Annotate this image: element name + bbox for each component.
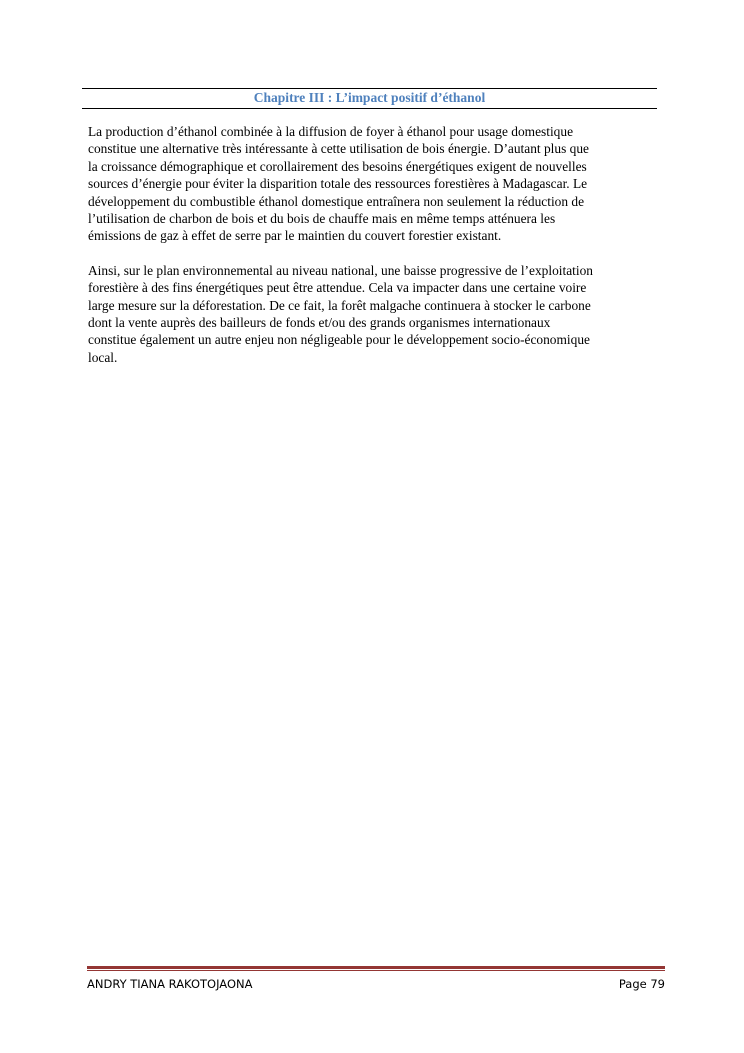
- text-line: La production d’éthanol combinée à la diffusion de foyer à éthanol pour usage domestique: [88, 124, 574, 139]
- paragraph-2: [88, 262, 658, 366]
- text-line: forestière à des fins énergétiques peut être attendue. Cela va impacter dans une certaine voire: [88, 280, 587, 296]
- text-line: développement du combustible éthanol domestique entraînera non seulement la réduction de: [88, 193, 585, 209]
- text-line: Ainsi, sur le plan environnemental au niveau national, une baisse progressive de l’exploitation: [88, 262, 593, 278]
- text-line: sources d’énergie pour éviter la disparition totale des ressources forestières à Madagascar. Le: [88, 176, 588, 192]
- footer-rule-thick: [87, 966, 665, 969]
- chapter-title: Chapitre III : L’impact positif d’éthanol: [253, 90, 486, 105]
- footer-author: ANDRY TIANA RAKOTOJAONA: [87, 977, 253, 991]
- text-line: large mesure sur la déforestation. De ce fait, la forêt malgache continuera à stocker le carbone: [88, 297, 591, 313]
- text-line: local.: [88, 349, 118, 365]
- text-line: l’utilisation de charbon de bois et du bois de chauffe mais en même temps atténuera les: [88, 211, 556, 227]
- page-number: Page 79: [618, 977, 665, 991]
- body-content: [88, 123, 658, 383]
- text-line: émissions de gaz à effet de serre par le maintien du couvert forestier existant.: [88, 228, 502, 244]
- text-line: constitue également un autre enjeu non négligeable pour le développement socio-économique: [88, 332, 590, 348]
- text-line: la croissance démographique et corollairement des besoins énergétiques exigent de nouvelles: [88, 158, 587, 174]
- paragraph-1: [88, 123, 658, 245]
- footer-rule-thin: [87, 970, 665, 971]
- text-line: dont la vente auprès des bailleurs de fonds et/ou des grands organismes internationaux: [88, 315, 551, 331]
- chapter-header: [82, 88, 657, 109]
- text-line: constitue une alternative très intéressante à cette utilisation de bois énergie. D’autant plus que: [88, 141, 589, 157]
